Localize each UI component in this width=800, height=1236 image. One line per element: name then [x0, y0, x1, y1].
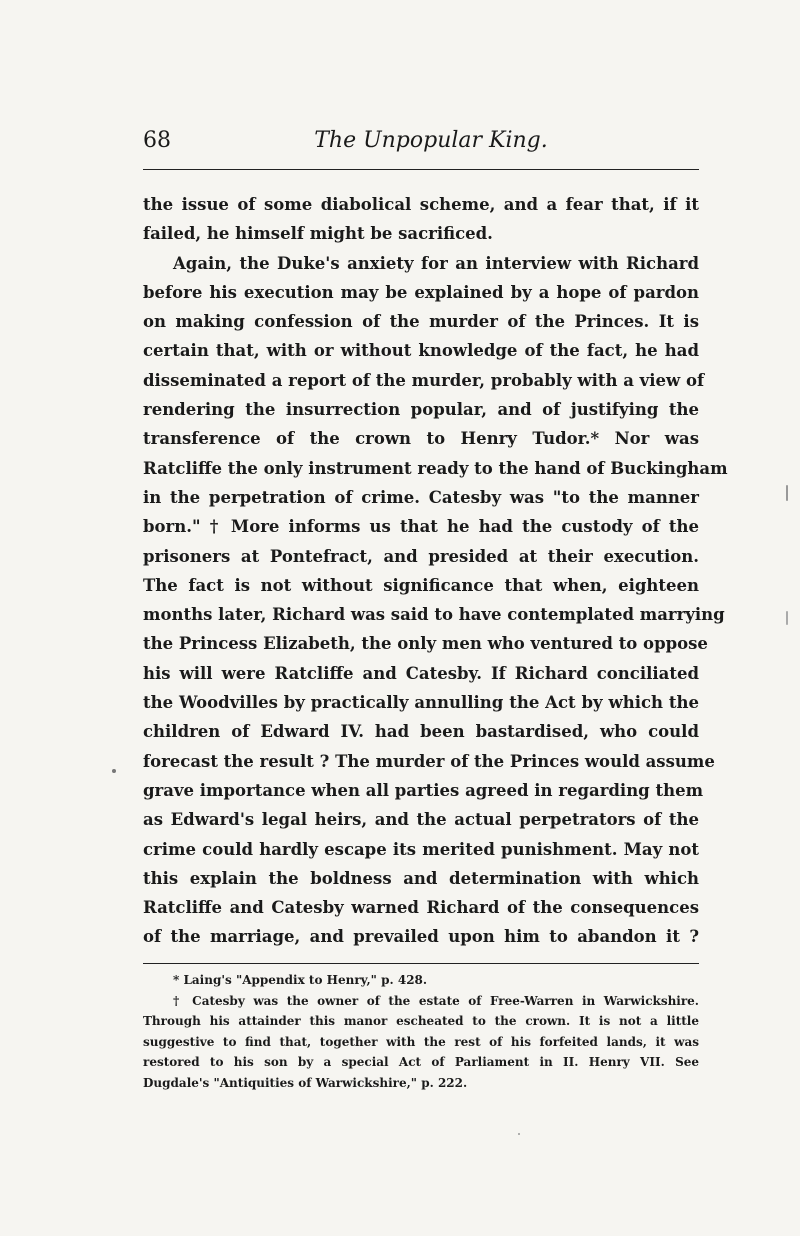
text-line: rendering the insurrection popular, and of justifying the — [143, 400, 699, 420]
footnote-line: Through his attainder this manor escheated to the crown. It is not a little — [143, 1014, 699, 1028]
text-line: certain that, with or without knowledge of the fact, he had — [143, 341, 699, 361]
text-line: months later, Richard was said to have contemplated marrying — [143, 605, 725, 625]
footnotes — [143, 970, 699, 1093]
scan-speck — [786, 611, 788, 625]
footnote-line: Dugdale's "Antiquities of Warwickshire," p. 222. — [143, 1075, 468, 1090]
footnote-line: restored to his son by a special Act of Parliament in II. Henry VII. See — [143, 1055, 699, 1069]
text-line: the Woodvilles by practically annulling the Act by which the — [143, 693, 699, 713]
text-line: grave importance when all parties agreed in regarding them — [143, 780, 704, 800]
scan-speck — [112, 769, 116, 773]
text-line: the issue of some diabolical scheme, and a fear that, if it — [143, 195, 699, 214]
text-line: before his execution may be explained by a hope of pardon — [143, 282, 699, 302]
text-line: his will were Ratcliffe and Catesby. If Richard conciliated — [143, 663, 699, 683]
text-line: on making confession of the murder of the Princes. It is — [143, 312, 699, 332]
running-title: The Unpopular King. — [314, 128, 548, 153]
text-line: of the marriage, and prevailed upon him to abandon it ? — [143, 927, 699, 947]
text-line: Ratcliffe the only instrument ready to the hand of Buckingham — [143, 458, 728, 478]
text-line: the Princess Elizabeth, the only men who ventured to oppose — [143, 634, 708, 654]
scan-speck — [518, 1133, 520, 1135]
text-line: born." † More informs us that he had the custody of the — [143, 517, 699, 537]
text-line: prisoners at Pontefract, and presided at their execution. — [143, 546, 699, 566]
text-line: transference of the crown to Henry Tudor.* Nor was — [143, 429, 699, 449]
header-rule — [143, 169, 699, 170]
text-line: The fact is not without significance that when, eighteen — [143, 575, 699, 595]
text-line: failed, he himself might be sacrificed. — [143, 224, 493, 244]
page-number: 68 — [143, 128, 171, 153]
body-text — [143, 190, 728, 952]
text-line: in the perpetration of crime. Catesby was "to the manner — [143, 487, 699, 507]
footnote-line: † Catesby was the owner of the estate of Free-Warren in Warwickshire. — [173, 993, 699, 1008]
text-line: Again, the Duke's anxiety for an interview with Richard — [173, 253, 699, 273]
text-line: as Edward's legal heirs, and the actual perpetrators of the — [143, 810, 699, 830]
text-line: this explain the boldness and determination with which — [143, 868, 699, 888]
footnote-line: * Laing's "Appendix to Henry," p. 428. — [173, 973, 428, 987]
scan-speck — [786, 485, 788, 501]
text-line: children of Edward IV. had been bastardised, who could — [143, 722, 699, 742]
footnote-rule — [143, 963, 699, 964]
text-line: crime could hardly escape its merited punishment. May not — [143, 839, 699, 859]
footnote-line: suggestive to find that, together with the rest of his forfeited lands, it was — [143, 1034, 699, 1049]
text-line: forecast the result ? The murder of the Princes would assume — [143, 751, 715, 771]
text-line: Ratcliffe and Catesby warned Richard of the consequences — [143, 898, 699, 918]
text-line: disseminated a report of the murder, probably with a view of — [143, 370, 705, 390]
page-header — [143, 126, 699, 162]
